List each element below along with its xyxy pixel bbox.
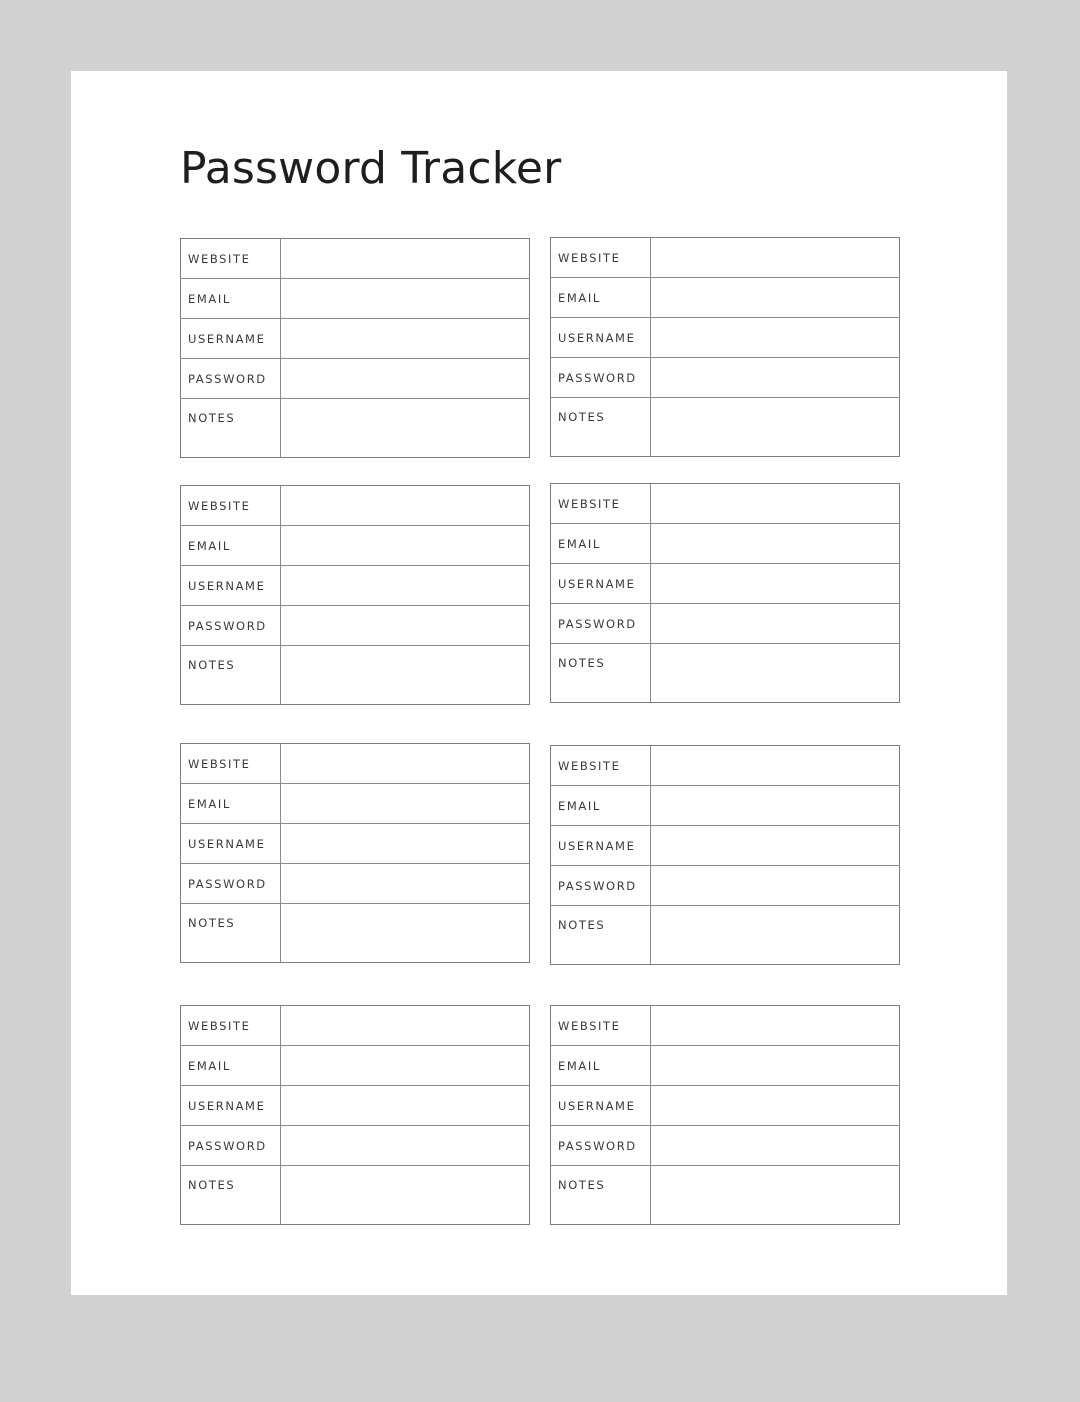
page-title: Password Tracker xyxy=(180,143,562,194)
notes-label: NOTES xyxy=(551,1166,651,1224)
website-label: WEBSITE xyxy=(551,484,651,524)
email-field[interactable] xyxy=(281,1046,529,1086)
username-field[interactable] xyxy=(651,1086,899,1126)
password-entry-card-7 xyxy=(180,1005,530,1225)
email-field[interactable] xyxy=(651,786,899,826)
username-field[interactable] xyxy=(281,566,529,606)
username-label: USERNAME xyxy=(551,564,651,604)
email-field[interactable] xyxy=(281,784,529,824)
password-label: PASSWORD xyxy=(181,606,281,646)
username-field[interactable] xyxy=(651,826,899,866)
email-field[interactable] xyxy=(281,526,529,566)
email-label: EMAIL xyxy=(551,278,651,318)
password-field[interactable] xyxy=(651,604,899,644)
website-label: WEBSITE xyxy=(551,746,651,786)
email-field[interactable] xyxy=(651,524,899,564)
website-field[interactable] xyxy=(651,484,899,524)
notes-label: NOTES xyxy=(181,904,281,962)
username-field[interactable] xyxy=(651,564,899,604)
notes-field[interactable] xyxy=(281,646,529,704)
notes-label: NOTES xyxy=(181,1166,281,1224)
username-label: USERNAME xyxy=(551,1086,651,1126)
password-entry-card-8 xyxy=(550,1005,900,1225)
notes-field[interactable] xyxy=(651,398,899,456)
password-field[interactable] xyxy=(651,358,899,398)
username-field[interactable] xyxy=(651,318,899,358)
password-field[interactable] xyxy=(281,606,529,646)
website-label: WEBSITE xyxy=(181,1006,281,1046)
password-label: PASSWORD xyxy=(181,359,281,399)
notes-label: NOTES xyxy=(551,398,651,456)
username-field[interactable] xyxy=(281,824,529,864)
password-label: PASSWORD xyxy=(551,604,651,644)
email-label: EMAIL xyxy=(181,1046,281,1086)
password-field[interactable] xyxy=(281,359,529,399)
notes-label: NOTES xyxy=(551,644,651,702)
email-field[interactable] xyxy=(651,278,899,318)
email-field[interactable] xyxy=(281,279,529,319)
website-field[interactable] xyxy=(651,746,899,786)
website-field[interactable] xyxy=(651,1006,899,1046)
notes-field[interactable] xyxy=(651,644,899,702)
password-label: PASSWORD xyxy=(551,358,651,398)
password-label: PASSWORD xyxy=(551,866,651,906)
password-entry-card-4 xyxy=(550,483,900,703)
email-label: EMAIL xyxy=(551,1046,651,1086)
password-label: PASSWORD xyxy=(551,1126,651,1166)
username-label: USERNAME xyxy=(181,319,281,359)
email-field[interactable] xyxy=(651,1046,899,1086)
website-label: WEBSITE xyxy=(551,238,651,278)
email-label: EMAIL xyxy=(181,784,281,824)
password-entry-card-6 xyxy=(550,745,900,965)
notes-field[interactable] xyxy=(651,906,899,964)
password-entry-card-3 xyxy=(180,485,530,705)
username-label: USERNAME xyxy=(181,1086,281,1126)
website-field[interactable] xyxy=(651,238,899,278)
password-entry-card-1 xyxy=(180,238,530,458)
username-field[interactable] xyxy=(281,1086,529,1126)
notes-label: NOTES xyxy=(551,906,651,964)
website-field[interactable] xyxy=(281,1006,529,1046)
website-label: WEBSITE xyxy=(181,744,281,784)
notes-field[interactable] xyxy=(281,1166,529,1224)
username-label: USERNAME xyxy=(551,318,651,358)
website-label: WEBSITE xyxy=(181,239,281,279)
notes-field[interactable] xyxy=(281,399,529,457)
password-field[interactable] xyxy=(281,864,529,904)
username-field[interactable] xyxy=(281,319,529,359)
username-label: USERNAME xyxy=(181,824,281,864)
website-field[interactable] xyxy=(281,486,529,526)
notes-field[interactable] xyxy=(281,904,529,962)
notes-field[interactable] xyxy=(651,1166,899,1224)
notes-label: NOTES xyxy=(181,399,281,457)
username-label: USERNAME xyxy=(551,826,651,866)
notes-label: NOTES xyxy=(181,646,281,704)
email-label: EMAIL xyxy=(181,279,281,319)
website-label: WEBSITE xyxy=(551,1006,651,1046)
password-entry-card-2 xyxy=(550,237,900,457)
website-field[interactable] xyxy=(281,744,529,784)
password-label: PASSWORD xyxy=(181,1126,281,1166)
password-field[interactable] xyxy=(281,1126,529,1166)
username-label: USERNAME xyxy=(181,566,281,606)
password-label: PASSWORD xyxy=(181,864,281,904)
website-label: WEBSITE xyxy=(181,486,281,526)
password-entry-card-5 xyxy=(180,743,530,963)
password-field[interactable] xyxy=(651,1126,899,1166)
email-label: EMAIL xyxy=(551,524,651,564)
email-label: EMAIL xyxy=(551,786,651,826)
website-field[interactable] xyxy=(281,239,529,279)
printable-page xyxy=(71,71,1007,1295)
password-field[interactable] xyxy=(651,866,899,906)
email-label: EMAIL xyxy=(181,526,281,566)
